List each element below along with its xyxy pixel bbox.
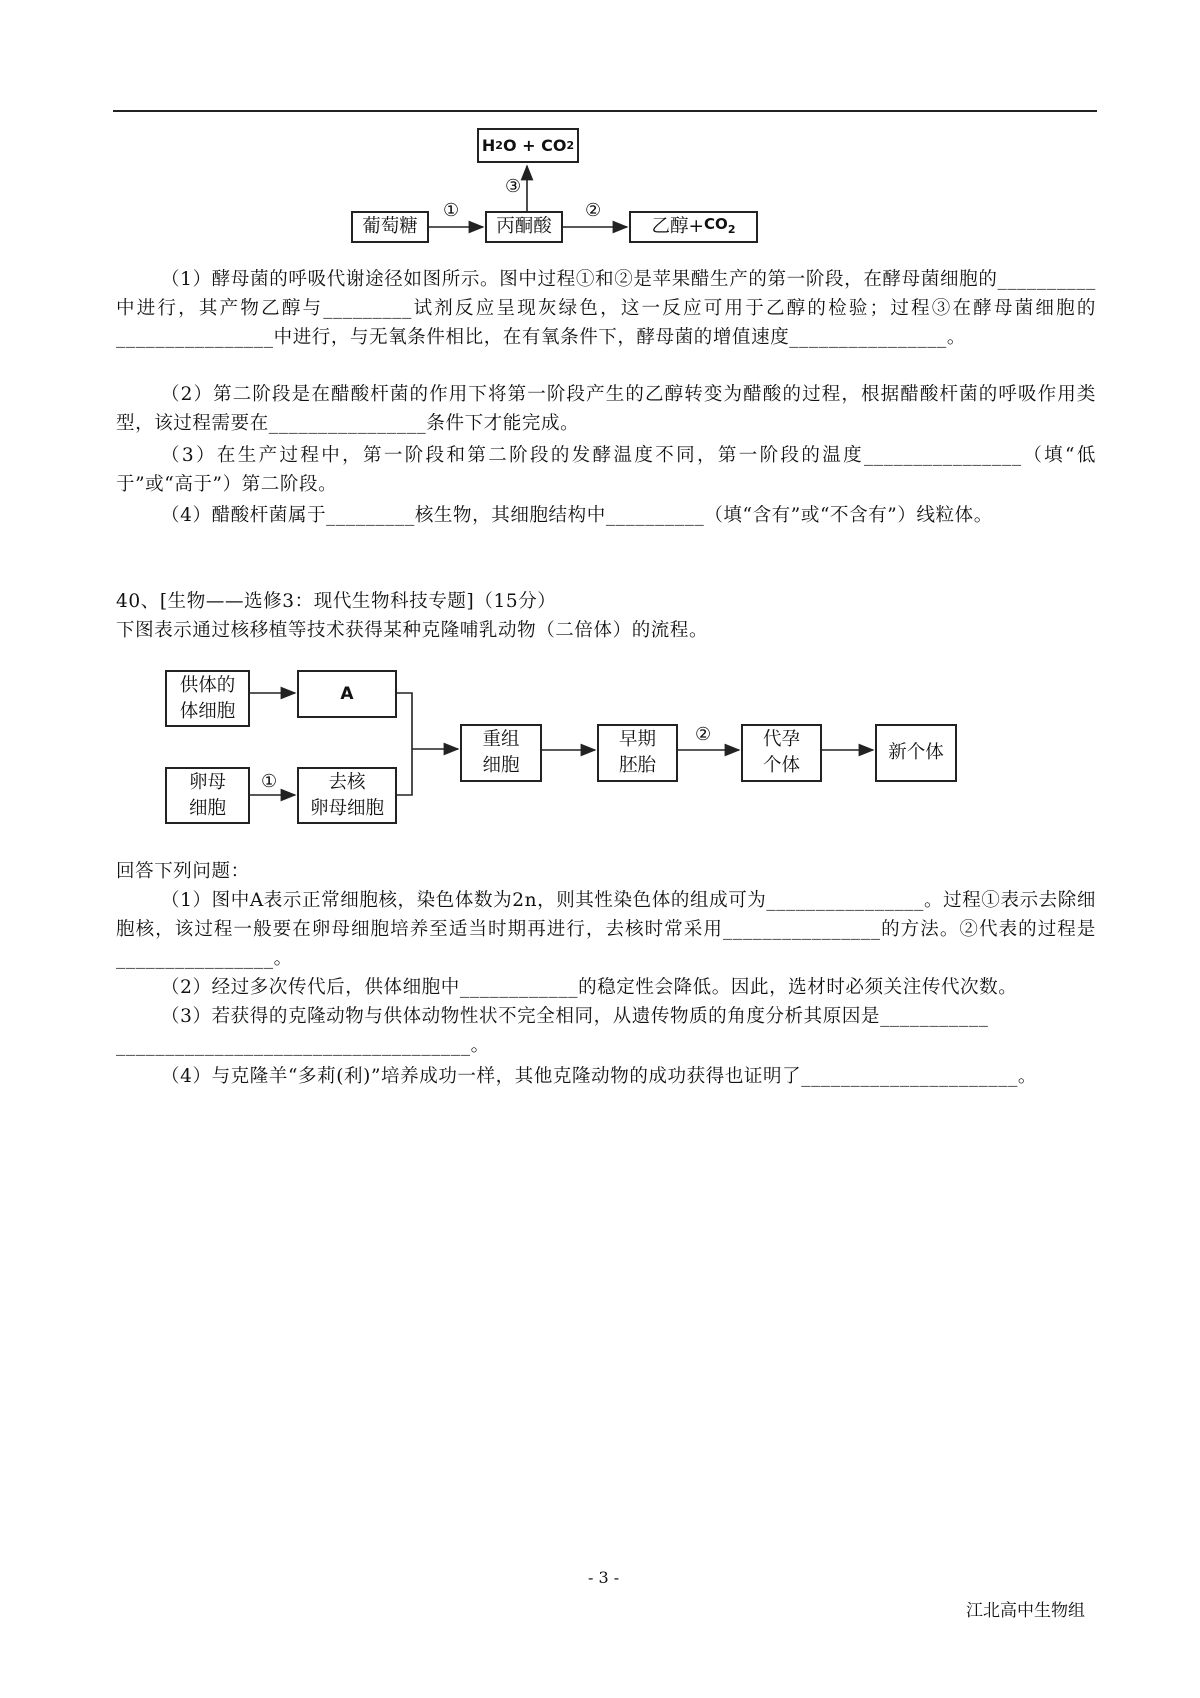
q40-title: 40、[生物——选修3：现代生物科技专题]（15分） [116, 591, 557, 612]
step2-label: ② [585, 200, 602, 221]
early-embryo-box: 早期 胚胎 [597, 724, 678, 782]
q40-part3: （3）若获得的克隆动物与供体动物性状不完全相同，从遗传物质的角度分析其原因是___________ ____________________________________。 [116, 1006, 989, 1056]
glucose-label: 葡萄糖 [362, 216, 418, 237]
d2-step2-label: ② [695, 724, 712, 745]
ethanol-box: 乙醇+ $CO_2$ [629, 211, 758, 243]
h2o-co2-box: H 2 O + CO 2 [477, 128, 579, 163]
step3-label: ③ [505, 176, 522, 197]
pyruvate-box [485, 211, 563, 243]
step1-label: ① [443, 200, 460, 221]
q40-part4: （4）与克隆羊“多莉(利)”培养成功一样，其他克隆动物的成功获得也证明了______________________。 [161, 1066, 1038, 1087]
q39-part3: （3）在生产过程中，第一阶段和第二阶段的发酵温度不同，第一阶段的温度________________（填“低于”或“高于”）第二阶段。 [116, 445, 1096, 495]
nucleus-a-box: A [297, 670, 397, 718]
oocyte-box: 卵母 细胞 [165, 767, 250, 824]
q39-part2: （2）第二阶段是在醋酸杆菌的作用下将第一阶段产生的乙醇转变为醋酸的过程，根据醋酸杆菌的呼吸作用类型，该过程需要在________________条件下才能完成。 [116, 384, 1096, 434]
q40-part1: （1）图中A表示正常细胞核，染色体数为2n，则其性染色体的组成可为________________。过程①表示去除细胞核，该过程一般要在卵母细胞培养至适当时期再进行，去核时常采用________________的方法。②代表的过程是________________。 [116, 890, 1096, 969]
surrogate-box: 代孕 个体 [741, 724, 822, 782]
new-individual-box: 新个体 [875, 724, 957, 782]
page-number: - 3 - [588, 1568, 620, 1587]
recombined-cell-box: 重组 细胞 [460, 724, 542, 782]
glucose-box [351, 211, 429, 243]
enucleated-oocyte-box: 去核 卵母细胞 [297, 767, 397, 824]
q40-answer-prompt: 回答下列问题： [116, 861, 250, 882]
q39-part4: （4）醋酸杆菌属于_________核生物，其细胞结构中__________（填“含有”或“不含有”）线粒体。 [161, 505, 993, 526]
pyruvate-label: 丙酮酸 [496, 216, 552, 237]
d2-step1-label: ① [261, 771, 278, 792]
donor-cell-box: 供体的 体细胞 [165, 670, 250, 727]
q40-intro: 下图表示通过核移植等技术获得某种克隆哺乳动物（二倍体）的流程。 [116, 620, 709, 641]
q39-part1: （1）酵母菌的呼吸代谢途径如图所示。图中过程①和②是苹果醋生产的第一阶段，在酵母菌细胞的__________中进行，其产物乙醇与_________试剂反应呈现灰绿色，这一反应可用于乙醇的检验；过程③在酵母菌细胞的________________中进行，与无氧条件相比，在有氧条件下，酵母菌的增值速度________________。 [116, 269, 1096, 348]
q40-part2: （2）经过多次传代后，供体细胞中____________的稳定性会降低。因此，选材时必须关注传代次数。 [161, 977, 1018, 998]
footer-org: 江北高中生物组 [966, 1601, 1085, 1621]
